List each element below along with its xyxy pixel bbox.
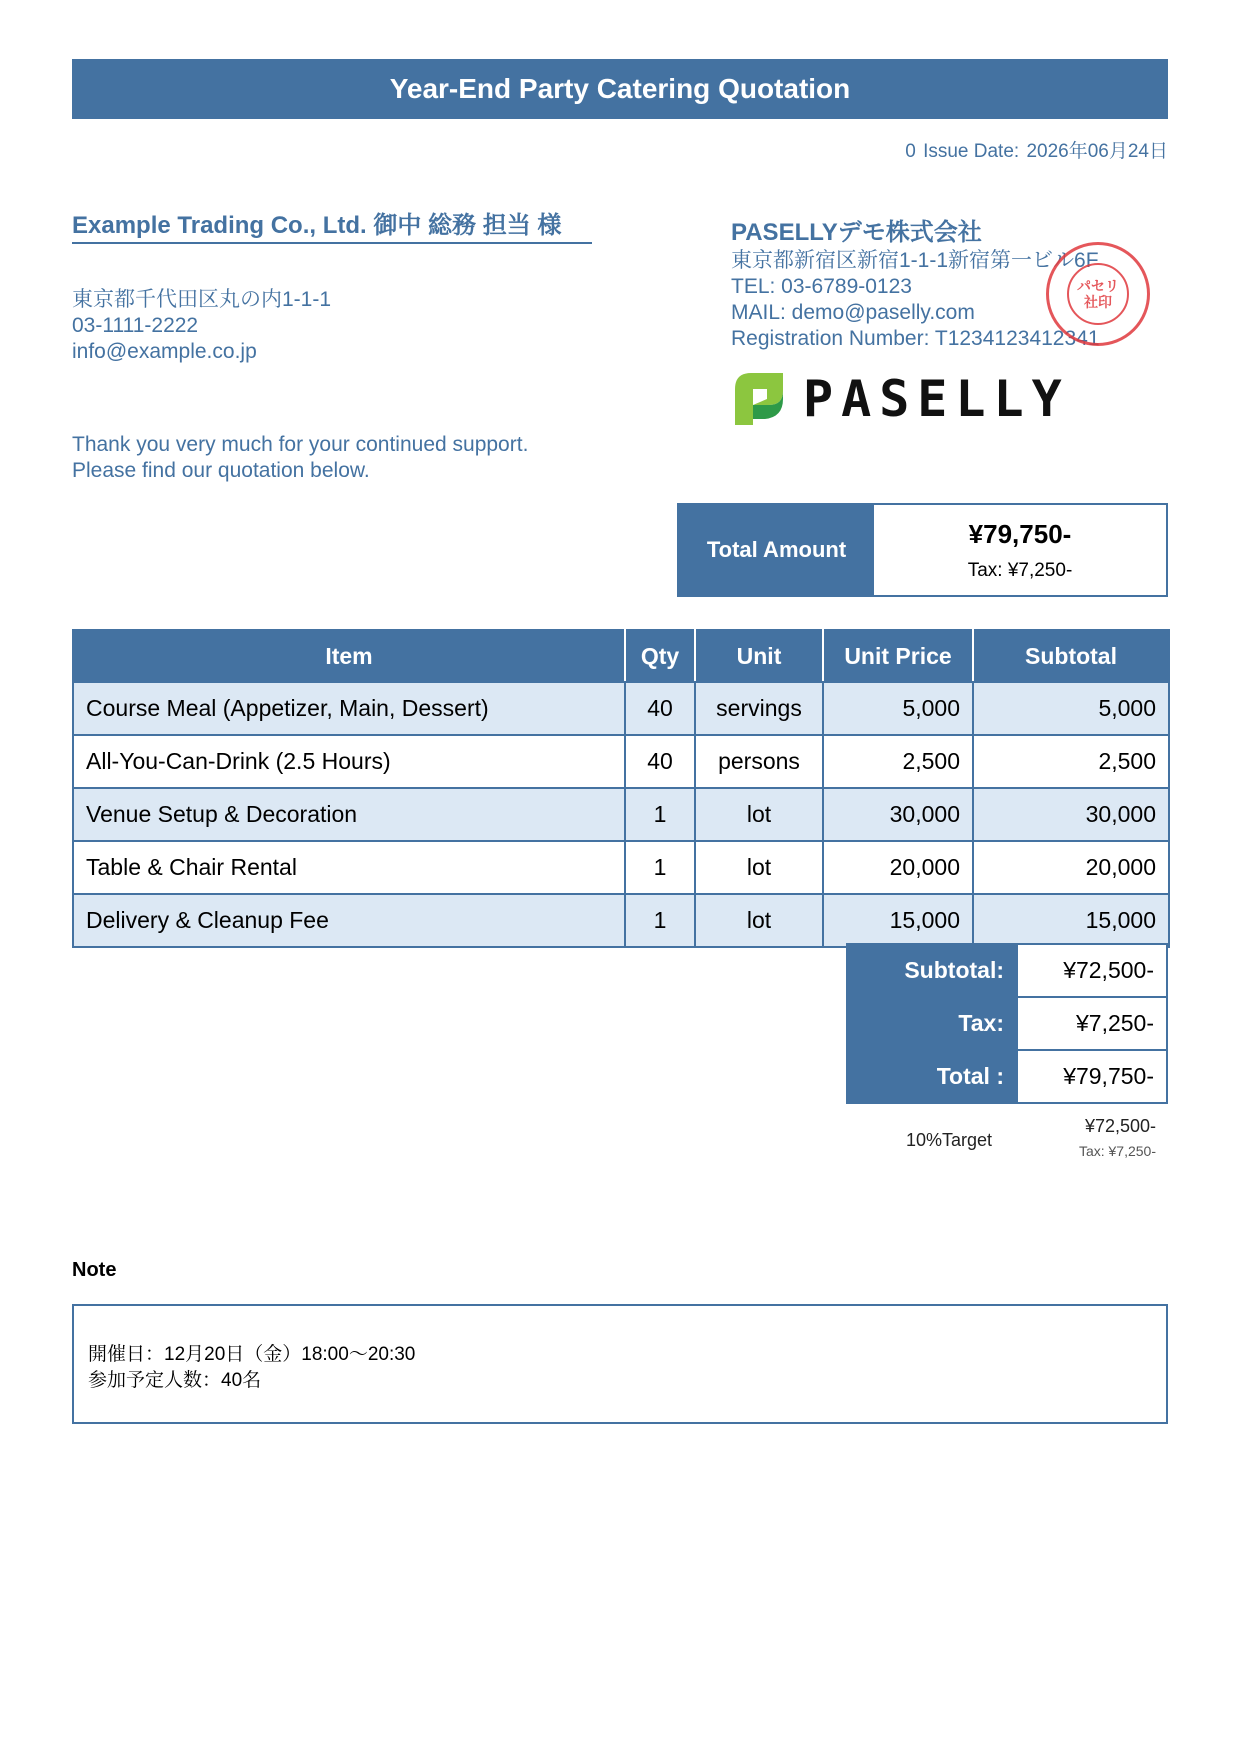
table-row [73, 682, 1169, 735]
client-phone: 03-1111-2222 [72, 314, 199, 337]
company-logo [731, 368, 1070, 430]
seal-text: パセリ [1077, 278, 1119, 294]
summary-total-label: Total : [847, 1050, 1017, 1103]
summary-total-row [847, 1050, 1167, 1103]
issue-date-label: Issue Date: [923, 141, 1020, 162]
summary-total-value: ¥79,750- [1017, 1050, 1167, 1103]
tax-target-tax: Tax: ¥7,250- [1078, 1143, 1156, 1159]
cell-item: All-You-Can-Drink (2.5 Hours) [73, 735, 625, 788]
table-row [73, 735, 1169, 788]
table-row [73, 788, 1169, 841]
cell-subtotal: 30,000 [973, 788, 1169, 841]
cell-unit-price: 5,000 [823, 682, 973, 735]
client-name: Example Trading Co., Ltd. 御中 総務 担当 様 [72, 212, 592, 244]
note-line-2: 参加予定人数：40名 [88, 1370, 262, 1391]
cell-qty: 1 [625, 788, 695, 841]
note-box [72, 1304, 1168, 1424]
cell-unit-price: 30,000 [823, 788, 973, 841]
company-tel: TEL: 03-6789-0123 [731, 275, 912, 298]
greeting-line-1: Thank you very much for your continued support. [72, 433, 529, 456]
cell-unit-price: 15,000 [823, 894, 973, 947]
quote-number: 0 [905, 141, 916, 162]
summary-subtotal-row [847, 944, 1167, 997]
cell-unit-price: 20,000 [823, 841, 973, 894]
summary-subtotal-value: ¥72,500- [1017, 944, 1167, 997]
summary-tax-label: Tax: [847, 997, 1017, 1050]
total-tax-value: Tax: ¥7,250- [967, 559, 1073, 581]
total-amount-value: ¥79,750- [968, 518, 1072, 549]
client-address: 東京都千代田区丸の内1-1-1 [72, 288, 332, 311]
greeting-message [72, 432, 528, 484]
cell-item: Delivery & Cleanup Fee [73, 894, 625, 947]
company-address: 東京都新宿区新宿1-1-1新宿第一ビル6F [731, 249, 1099, 272]
cell-subtotal: 5,000 [973, 682, 1169, 735]
company-info [731, 248, 1100, 352]
total-amount-box [677, 503, 1168, 597]
company-name: PASELLYデモ株式会社 [731, 219, 982, 246]
company-mail: MAIL: demo@paselly.com [731, 301, 975, 324]
summary-subtotal-label: Subtotal: [847, 944, 1017, 997]
cell-unit: lot [695, 841, 823, 894]
issue-date: 2026年06月24日 [1026, 141, 1168, 162]
cell-qty: 1 [625, 841, 695, 894]
header-unit-price: Unit Price [823, 630, 973, 682]
cell-unit: persons [695, 735, 823, 788]
cell-item: Venue Setup & Decoration [73, 788, 625, 841]
total-amount-values [874, 505, 1166, 595]
cell-subtotal: 15,000 [973, 894, 1169, 947]
cell-qty: 40 [625, 682, 695, 735]
seal-sub: 社印 [1084, 294, 1112, 310]
cell-unit: lot [695, 788, 823, 841]
summary-tax-value: ¥7,250- [1017, 997, 1167, 1050]
cell-item: Table & Chair Rental [73, 841, 625, 894]
cell-qty: 1 [625, 894, 695, 947]
summary-tax-row [847, 997, 1167, 1050]
total-amount-label: Total Amount [679, 505, 874, 595]
note-heading: Note [72, 1259, 117, 1281]
header-qty: Qty [625, 630, 695, 682]
cell-unit-price: 2,500 [823, 735, 973, 788]
summary-table [846, 943, 1168, 1104]
tax-target-amount: ¥72,500- [1084, 1116, 1156, 1136]
line-items-table [72, 629, 1170, 948]
header-item: Item [73, 630, 625, 682]
greeting-line-2: Please find our quotation below. [72, 459, 370, 482]
logo-wordmark: PASELLY [803, 370, 1070, 428]
table-row [73, 894, 1169, 947]
client-email: info@example.co.jp [72, 340, 257, 363]
table-header-row [73, 630, 1169, 682]
cell-unit: servings [695, 682, 823, 735]
cell-item: Course Meal (Appetizer, Main, Dessert) [73, 682, 625, 735]
seal-center [1067, 263, 1129, 325]
note-line-1: 開催日：12月20日（金）18:00〜20:30 [88, 1344, 416, 1365]
company-registration: Registration Number: T1234123412341 [731, 327, 1100, 350]
leaf-logo-icon [731, 369, 787, 429]
tax-target-label: 10%Target [906, 1130, 993, 1150]
cell-subtotal: 20,000 [973, 841, 1169, 894]
table-row [73, 841, 1169, 894]
document-title: Year-End Party Catering Quotation [72, 59, 1168, 119]
header-subtotal: Subtotal [973, 630, 1169, 682]
company-seal-stamp [1046, 242, 1150, 346]
client-info [72, 287, 331, 365]
cell-subtotal: 2,500 [973, 735, 1169, 788]
cell-qty: 40 [625, 735, 695, 788]
issue-date-line [903, 136, 1168, 163]
header-unit: Unit [695, 630, 823, 682]
cell-unit: lot [695, 894, 823, 947]
